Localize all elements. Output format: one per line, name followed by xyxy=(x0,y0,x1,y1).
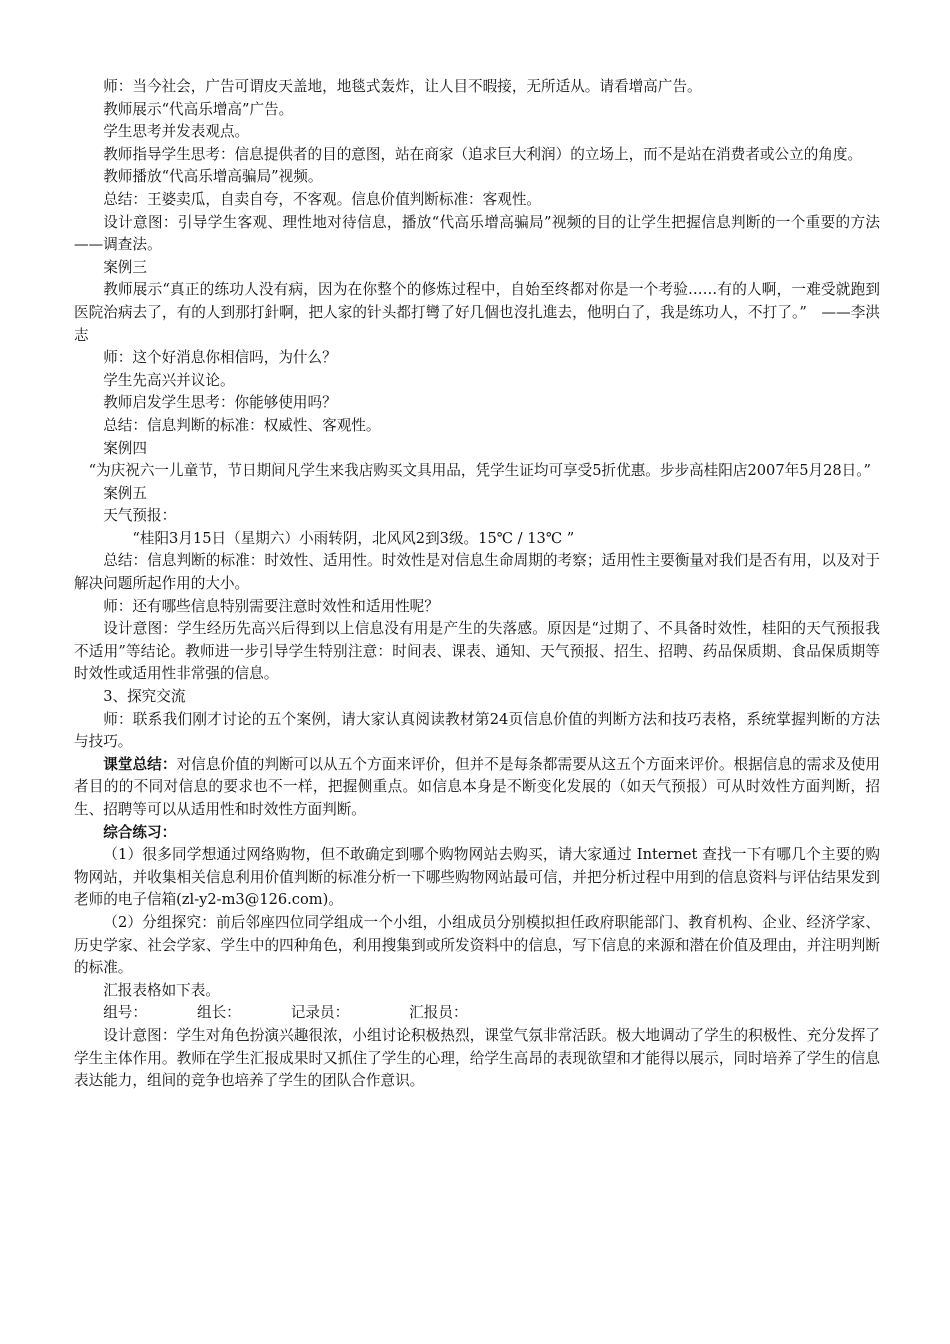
report-field-recorder: 记录员： xyxy=(290,1004,350,1022)
exercise-item-2: （2）分组探究：前后邻座四位同学组成一个小组，小组成员分别模拟担任政府职能部门、教育机构、企业、经济学家、历史学家、社会学家、学生中的四种角色，利用搜集到或所发资料中的信息，写下信息的来源和潜在价值及理由，并注明判断的标准。 xyxy=(74,913,880,977)
paragraph-teacher-guide: 教师指导学生思考：信息提供者的目的意图，站在商家（追求巨大利润）的立场上，而不是站在消费者或公立的角度。 xyxy=(103,145,863,163)
report-fields xyxy=(74,1002,880,1025)
report-field-reporter: 汇报员： xyxy=(409,1004,468,1022)
paragraph-design-intent-1: 设计意图：引导学生客观、理性地对待信息，播放“代高乐增高骗局”视频的目的让学生把握信息判断的一个重要的方法——调查法。 xyxy=(74,213,880,254)
paragraph-explore-instruction: 师：联系我们刚才讨论的五个案例，请大家认真阅读教材第24页信息价值的判断方法和技巧表格，系统掌握判断的方法与技巧。 xyxy=(74,710,880,751)
exercise-title: 综合练习： xyxy=(103,823,177,841)
exercise-heading xyxy=(74,822,880,845)
section-explore-heading: 3、探究交流 xyxy=(103,688,186,706)
case-4-heading: 案例四 xyxy=(103,439,147,457)
paragraph-ad-intro: 师：当今社会，广告可谓皮天盖地，地毯式轰炸，让人目不暇接，无所适从。请看增高广告。 xyxy=(103,78,702,95)
paragraph-summary-timeliness: 总结：信息判断的标准：时效性、适用性。时效性是对信息生命周期的考察；适用性主要衡量对我们是否有用，以及对于解决问题所起作用的大小。 xyxy=(74,552,880,593)
class-summary-label: 课堂总结： xyxy=(103,755,177,773)
exercise-item-1: （1）很多同学想通过网络购物，但不敢确定到哪个购物网站去购买，请大家通过 Internet 查找一下有哪几个主要的购物网站，并收集相关信息利用价值判断的标准分析一下哪些购物网站最可信，并把分析过程中用到的信息资料与评估结果发到老师的电子信箱(zl-y2-m3@126.com)。 xyxy=(74,846,880,909)
report-field-group-leader: 组长： xyxy=(196,1004,241,1022)
class-summary xyxy=(74,754,880,822)
case-5-heading: 案例五 xyxy=(103,484,147,502)
paragraph-weather-forecast: “桂阳3月15日（星期六）小雨转阴，北风风2到3级。15℃ / 13℃ ” xyxy=(132,529,575,547)
paragraph-teacher-ask: 师：还有哪些信息特别需要注意时效性和适用性呢？ xyxy=(103,597,439,615)
paragraph-play-video: 教师播放“代高乐增高骗局”视频。 xyxy=(103,168,323,186)
paragraph-summary-authority: 总结：信息判断的标准：权威性、客观性。 xyxy=(103,416,381,434)
paragraph-teacher-question: 师：这个好消息你相信吗，为什么？ xyxy=(103,349,337,367)
paragraph-show-ad: 教师展示“代高乐增高”广告。 xyxy=(103,100,294,118)
paragraph-case-3-quote: 教师展示“真正的练功人没有病，因为在你整个的修炼过程中，自始至终都对你是一个考验……有的人啊，一难受就跑到医院治病去了，有的人到那打針啊，把人家的针头都打彎了好几個也沒扎進去，他明白了，我是练功人，不打了。” ——李洪志 xyxy=(74,281,880,344)
report-field-group-number: 组号： xyxy=(103,1004,147,1022)
paragraph-summary-objectivity: 总结：王婆卖瓜，自卖自夸，不客观。信息价值判断标准：客观性。 xyxy=(103,190,542,208)
paragraph-case-4-ad: “为庆祝六一儿童节，节日期间凡学生来我店购买文具用品，凭学生证均可享受5折优惠。步步高桂阳店2007年5月28日。” xyxy=(88,462,871,480)
paragraph-student-think: 学生思考并发表观点。 xyxy=(103,123,250,141)
paragraph-design-intent-3: 设计意图：学生对角色扮演兴趣很浓，小组讨论积极热烈，课堂气氛非常活跃。极大地调动了学生的积极性、充分发挥了学生主体作用。教师在学生汇报成果时又抓住了学生的心理，给学生高昂的表现欲望和才能得以展示，同时培养了学生的信息表达能力，组间的竞争也培养了学生的团队合作意识。 xyxy=(74,1026,880,1090)
paragraph-student-discuss: 学生先高兴并议论。 xyxy=(103,371,235,389)
class-summary-text: 对信息价值的判断可以从五个方面来评价，但并不是每条都需要从这五个方面来评价。根据信息的需求及使用者目的的不同对信息的要求也不一样，把握侧重点。如信息本身是不断变化发展的（如天气预报）可从时效性方面判断，招生、招聘等可以从适用性和时效性方面判断。 xyxy=(74,755,880,818)
case-3-heading: 案例三 xyxy=(103,258,147,276)
paragraph-weather-label: 天气预报： xyxy=(103,507,177,525)
report-table-note: 汇报表格如下表。 xyxy=(103,981,220,999)
paragraph-teacher-inspire: 教师启发学生思考：你能够使用吗？ xyxy=(103,394,337,412)
paragraph-design-intent-2: 设计意图：学生经历先高兴后得到以上信息没有用是产生的失落感。原因是“过期了、不具备时效性，桂阳的天气预报我不适用”等结论。教师进一步引导学生特别注意：时间表、课表、通知、天气预报、招生、招聘、药品保质期、食品保质期等时效性或适用性非常强的信息。 xyxy=(74,620,880,683)
